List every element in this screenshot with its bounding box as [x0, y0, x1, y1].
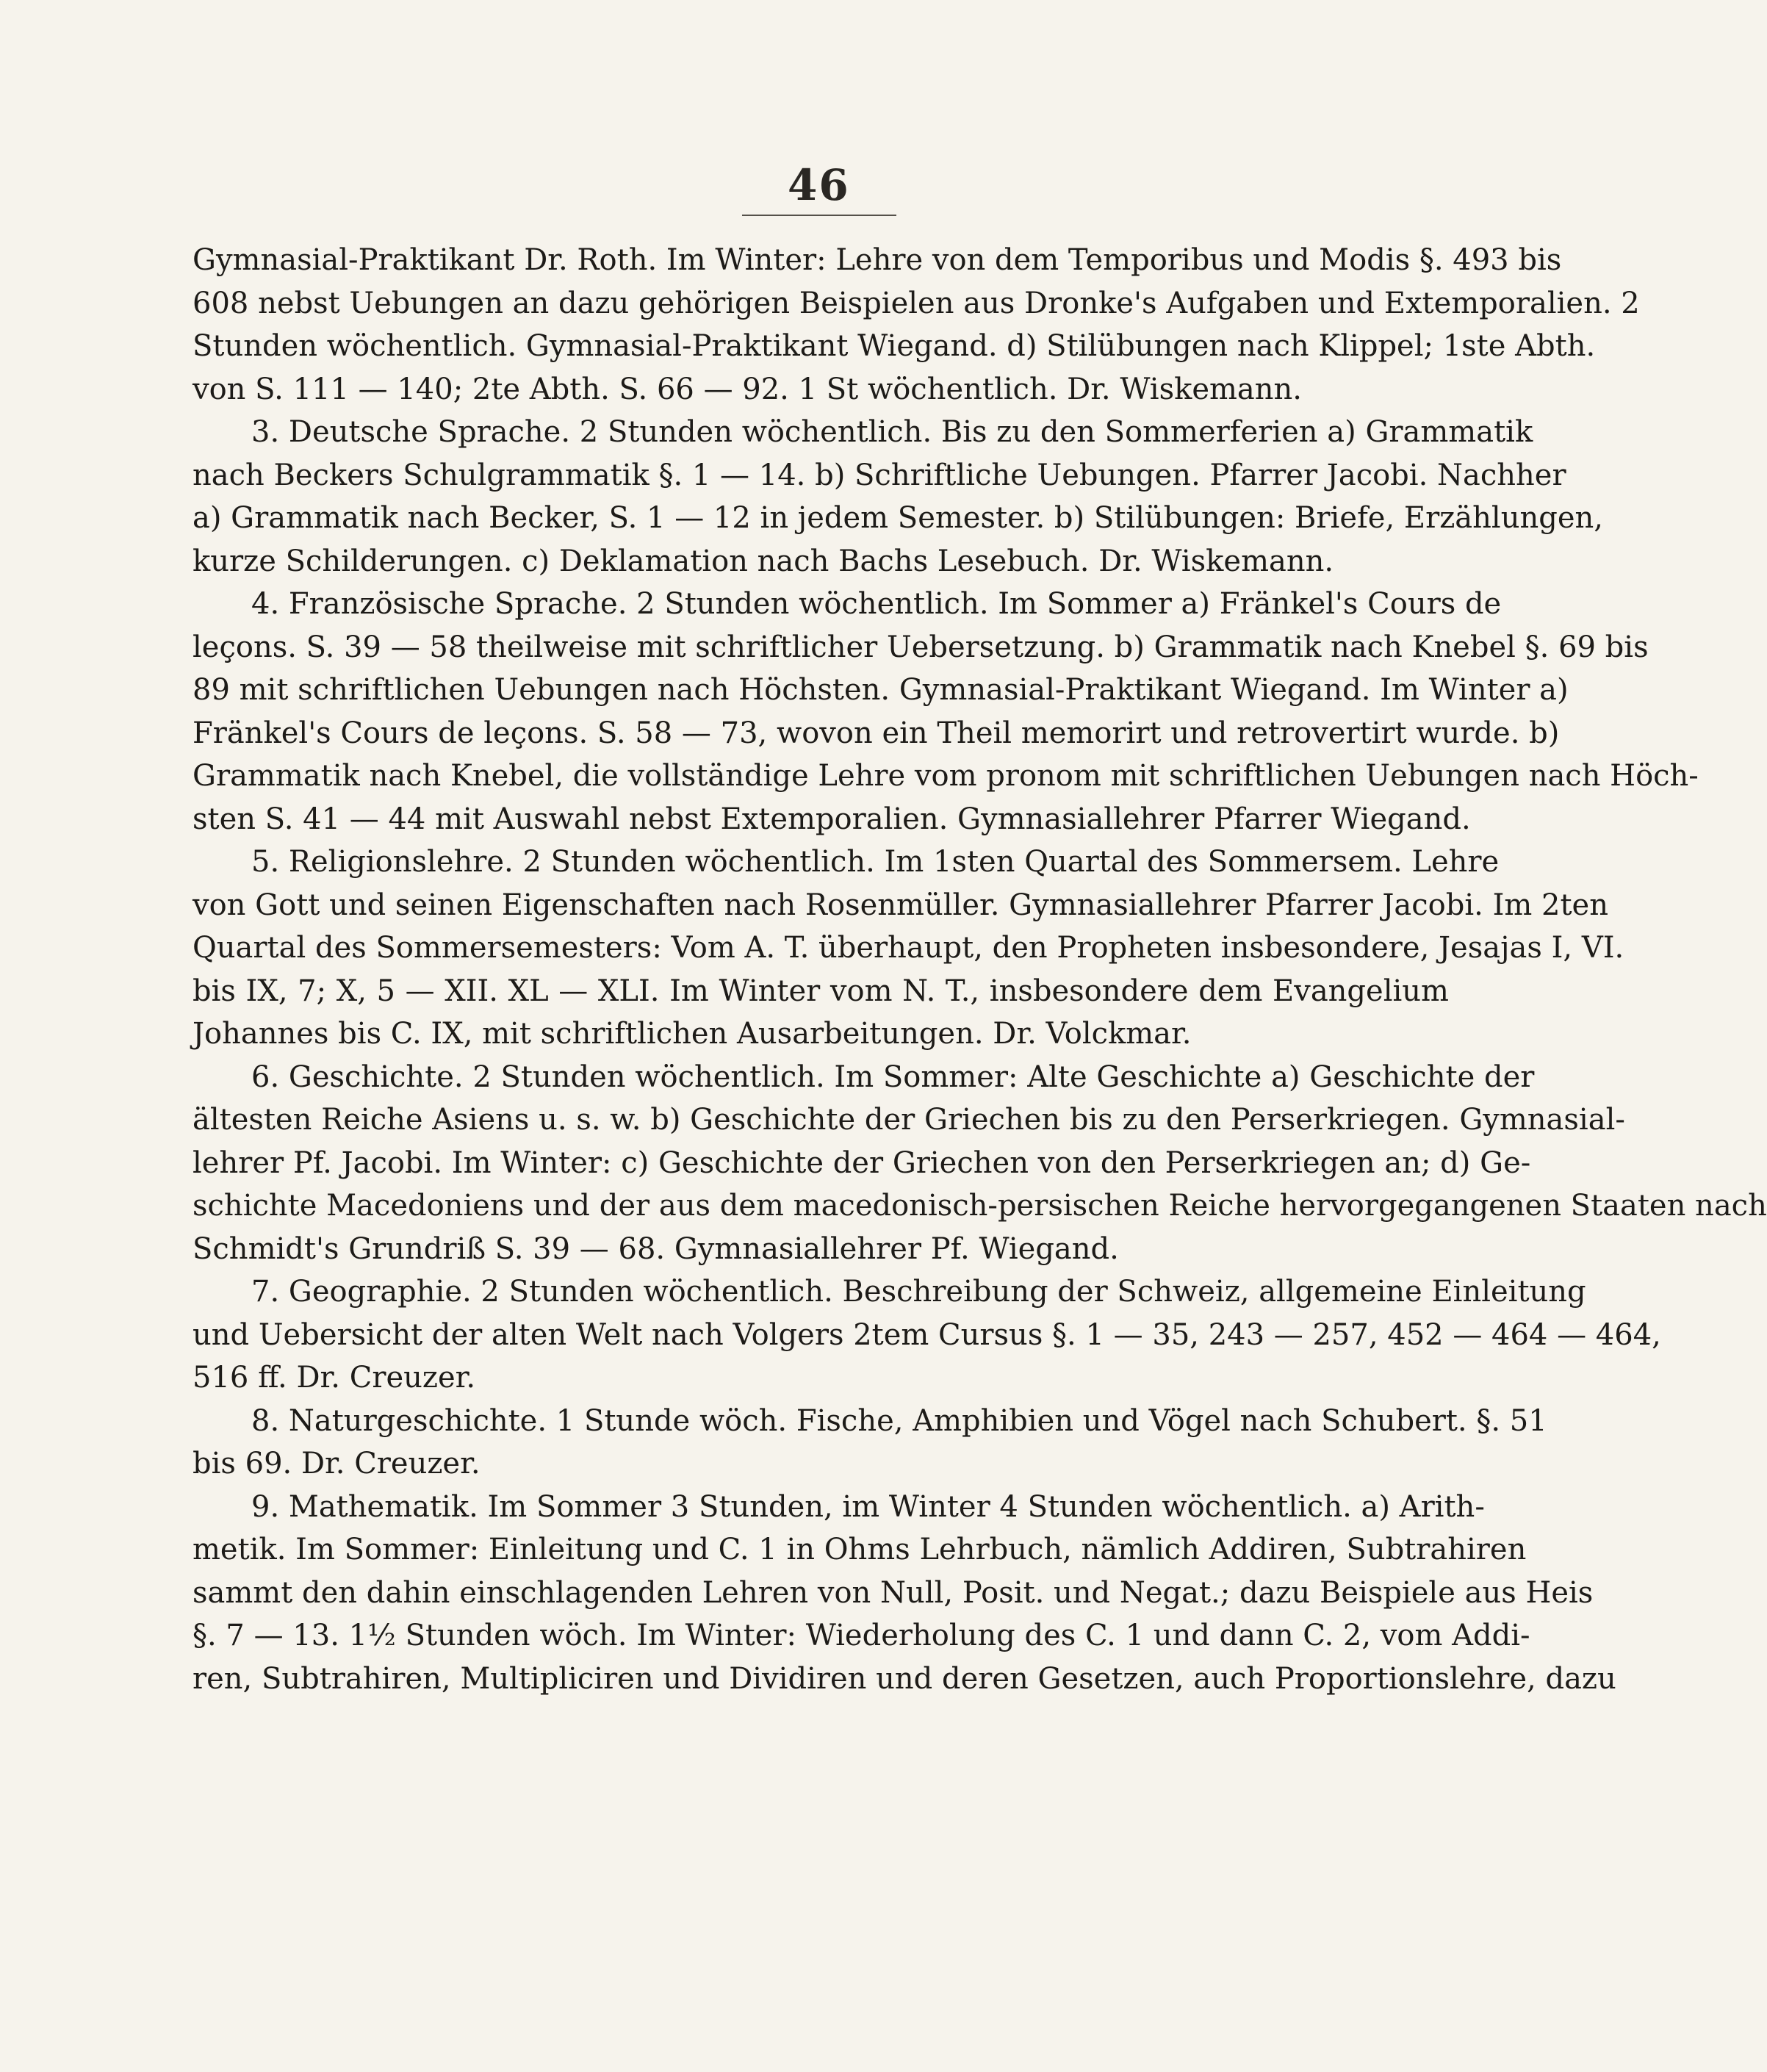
text-line: bis 69. Dr. Creuzer.: [192, 1447, 481, 1481]
page-number: 46: [788, 160, 850, 210]
text-line: 516 ff. Dr. Creuzer.: [192, 1361, 476, 1395]
text-line: Johannes bis C. IX, mit schriftlichen Ausarbeitungen. Dr. Volckmar.: [192, 1017, 1192, 1051]
text-line: 89 mit schriftlichen Uebungen nach Höchsten. Gymnasial-Praktikant Wiegand. Im Winter a): [192, 673, 1569, 707]
text-line: Fränkel's Cours de leçons. S. 58 — 73, wovon ein Theil memorirt und retrovertirt wurde. b): [192, 716, 1560, 750]
section-heading-line: 4. Französische Sprache. 2 Stunden wöchentlich. Im Sommer a) Fränkel's Cours de: [251, 587, 1502, 621]
text-line: von Gott und seinen Eigenschaften nach Rosenmüller. Gymnasiallehrer Pfarrer Jacobi. Im 2ten: [192, 888, 1608, 922]
text-line: schichte Macedoniens und der aus dem macedonisch-persischen Reiche hervorgegangenen Staaten nach: [192, 1189, 1767, 1223]
text-line: lehrer Pf. Jacobi. Im Winter: c) Geschichte der Griechen von den Perserkriegen an; d) Ge-: [192, 1145, 1531, 1180]
text-line: bis IX, 7; X, 5 — XII. XL — XLI. Im Winter vom N. T., insbesondere dem Evangelium: [192, 974, 1449, 1008]
section-heading-line: 5. Religionslehre. 2 Stunden wöchentlich. Im 1sten Quartal des Sommersem. Lehre: [251, 845, 1500, 879]
text-line: kurze Schilderungen. c) Deklamation nach Bachs Lesebuch. Dr. Wiskemann.: [192, 544, 1334, 578]
text-line: ältesten Reiche Asiens u. s. w. b) Geschichte der Griechen bis zu den Perserkriegen. Gymnasial-: [192, 1103, 1625, 1137]
text-line: Stunden wöchentlich. Gymnasial-Praktikant Wiegand. d) Stilübungen nach Klippel; 1ste Abth.: [192, 329, 1596, 363]
text-line: und Uebersicht der alten Welt nach Volgers 2tem Cursus §. 1 — 35, 243 — 257, 452 — 464 — 464,: [192, 1317, 1661, 1352]
body-text: [192, 239, 1767, 1700]
text-line: Grammatik nach Knebel, die vollständige Lehre vom pronom mit schriftlichen Uebungen nach Höch-: [192, 759, 1699, 793]
text-line: von S. 111 — 140; 2te Abth. S. 66 — 92. 1 St wöchentlich. Dr. Wiskemann.: [192, 372, 1303, 406]
page-number-rule: [742, 215, 896, 216]
text-line: metik. Im Sommer: Einleitung und C. 1 in Ohms Lehrbuch, nämlich Addiren, Subtrahiren: [192, 1533, 1527, 1566]
text-line: §. 7 — 13. 1½ Stunden wöch. Im Winter: Wiederholung des C. 1 und dann C. 2, vom Addi-: [192, 1619, 1530, 1652]
text-line: Gymnasial-Praktikant Dr. Roth. Im Winter: Lehre von dem Temporibus und Modis §. 493 bis: [192, 243, 1562, 277]
text-line: nach Beckers Schulgrammatik §. 1 — 14. b) Schriftliche Uebungen. Pfarrer Jacobi. Nachher: [192, 458, 1566, 492]
text-line: a) Grammatik nach Becker, S. 1 — 12 in jedem Semester. b) Stilübungen: Briefe, Erzählungen,: [192, 501, 1603, 535]
text-line: sammt den dahin einschlagenden Lehren von Null, Posit. und Negat.; dazu Beispiele aus Heis: [192, 1575, 1594, 1610]
section-heading-line: 3. Deutsche Sprache. 2 Stunden wöchentlich. Bis zu den Sommerferien a) Grammatik: [251, 415, 1533, 449]
section-heading-line: 8. Naturgeschichte. 1 Stunde wöch. Fische, Amphibien und Vögel nach Schubert. §. 51: [251, 1403, 1547, 1438]
text-line: Quartal des Sommersemesters: Vom A. T. überhaupt, den Propheten insbesondere, Jesajas I, VI.: [192, 931, 1624, 965]
text-line: leçons. S. 39 — 58 theilweise mit schriftlicher Uebersetzung. b) Grammatik nach Knebel §. 69 bis: [192, 630, 1649, 664]
text-line: ren, Subtrahiren, Multipliciren und Dividiren und deren Gesetzen, auch Proportionslehre, dazu: [192, 1661, 1616, 1696]
section-heading-line: 7. Geographie. 2 Stunden wöchentlich. Beschreibung der Schweiz, allgemeine Einleitung: [251, 1275, 1586, 1309]
text-line: sten S. 41 — 44 mit Auswahl nebst Extemporalien. Gymnasiallehrer Pfarrer Wiegand.: [192, 802, 1471, 836]
section-heading-line: 6. Geschichte. 2 Stunden wöchentlich. Im Sommer: Alte Geschichte a) Geschichte der: [251, 1060, 1535, 1094]
section-heading-line: 9. Mathematik. Im Sommer 3 Stunden, im Winter 4 Stunden wöchentlich. a) Arith-: [251, 1489, 1485, 1524]
text-line: 608 nebst Uebungen an dazu gehörigen Beispielen aus Dronke's Aufgaben und Extemporalien. 2: [192, 286, 1640, 320]
text-line: Schmidt's Grundriß S. 39 — 68. Gymnasiallehrer Pf. Wiegand.: [192, 1231, 1119, 1266]
